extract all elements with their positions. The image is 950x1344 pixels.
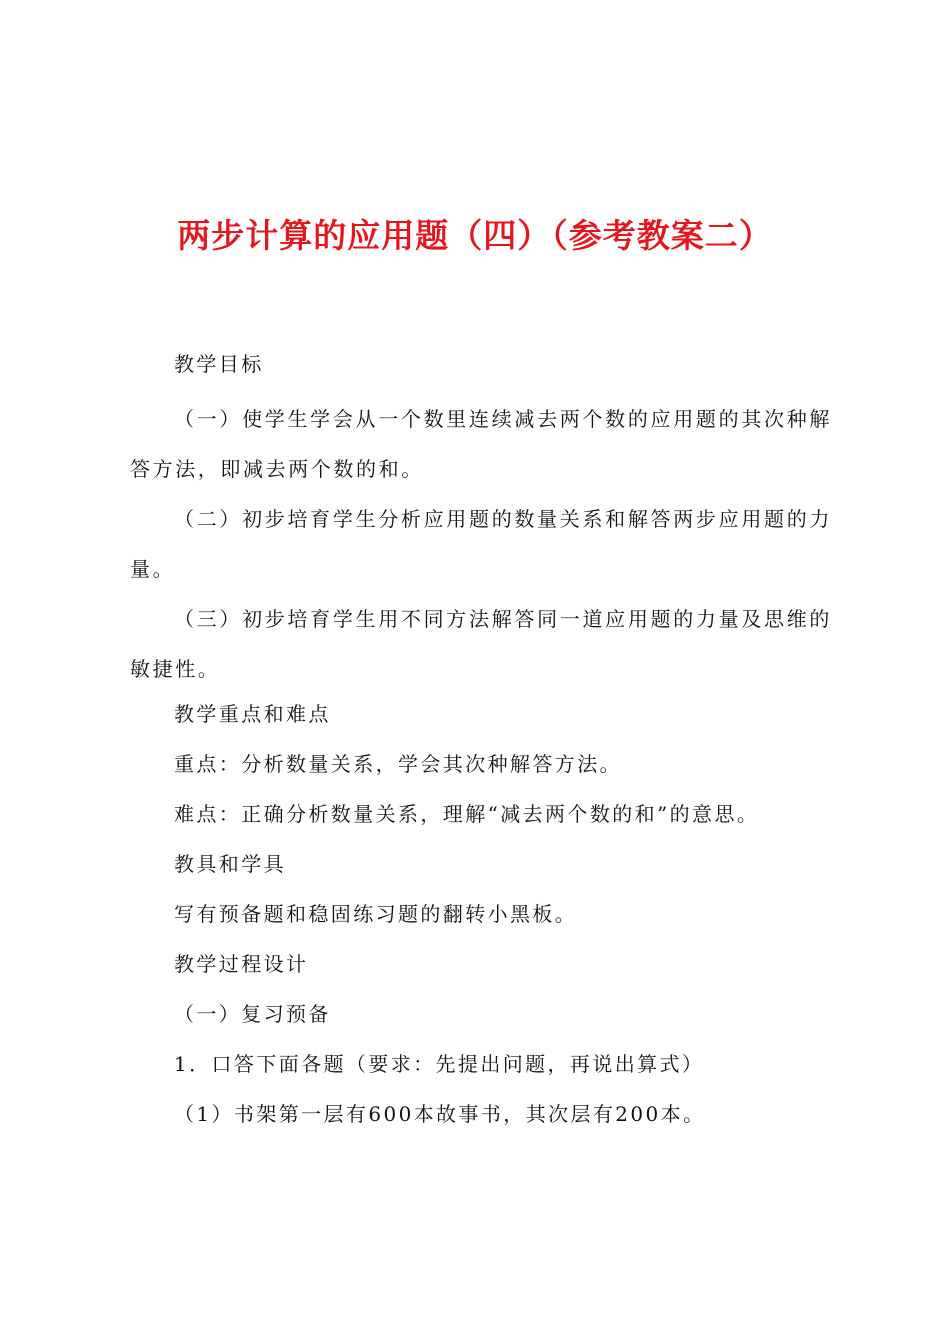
goals-heading: 教学目标 [174,352,264,376]
goal-2: （二）初步培育学生分析应用题的数量关系和解答两步应用题的力量。 [130,507,832,581]
oral-task: 1．口答下面各题（要求：先提出问题，再说出算式） [174,1052,705,1076]
tools-heading: 教具和学具 [174,852,286,876]
key-heading: 教学重点和难点 [174,702,331,726]
goal-1: （一）使学生学会从一个数里连续减去两个数的应用题的其次种解答方法，即减去两个数的和。 [130,407,832,481]
difficult-point: 难点：正确分析数量关系，理解“减去两个数的和”的意思。 [174,802,760,826]
tools-text: 写有预备题和稳固练习题的翻转小黑板。 [174,902,578,926]
document-title: 两步计算的应用题（四）（参考教案二） [177,216,773,255]
problem-1: （1）书架第一层有600本故事书，其次层有200本。 [174,1102,706,1126]
process-heading: 教学过程设计 [174,952,309,976]
review-heading: （一）复习预备 [174,1002,331,1026]
document-body [130,344,832,1144]
goal-3: （三）初步培育学生用不同方法解答同一道应用题的力量及思维的敏捷性。 [130,607,832,681]
key-point: 重点：分析数量关系，学会其次种解答方法。 [174,752,622,776]
